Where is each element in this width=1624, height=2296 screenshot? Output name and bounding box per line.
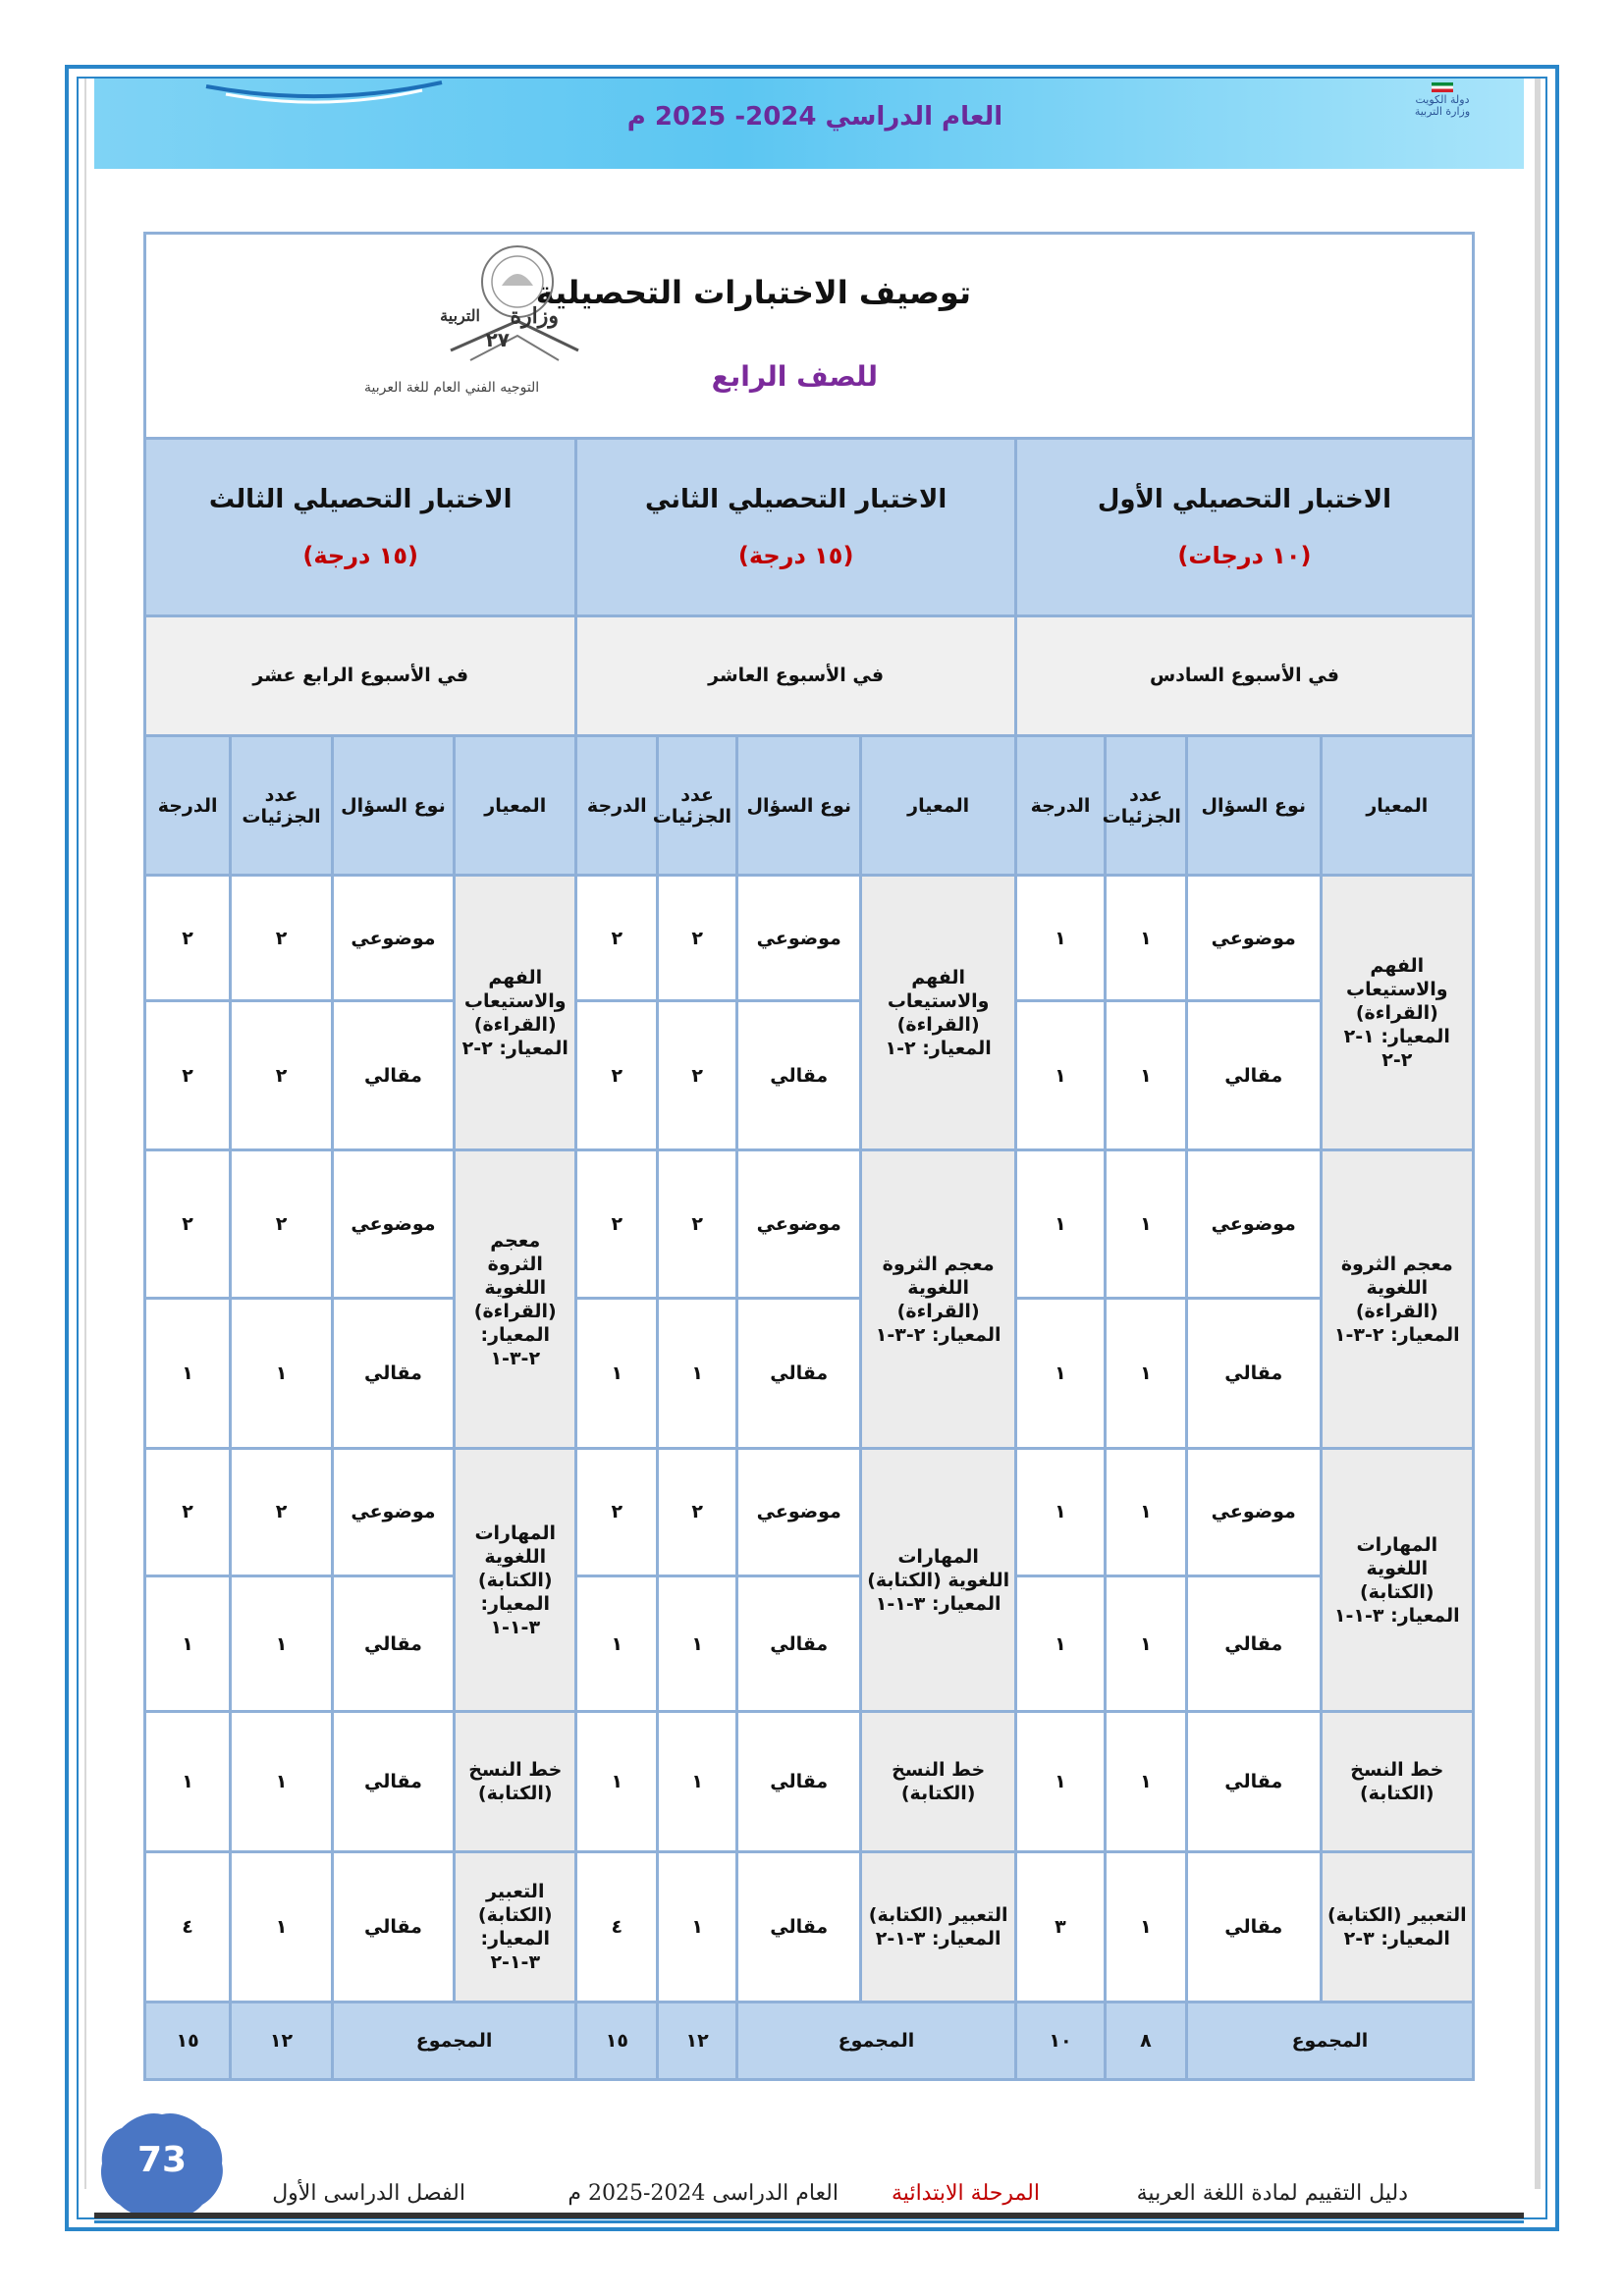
- grade-cell: ١: [1015, 1575, 1105, 1711]
- parts-count-cell: ١: [1106, 1575, 1187, 1711]
- exam-3-week: في الأسبوع الرابع عشر: [145, 615, 576, 735]
- col-question-type: نوع السؤال: [332, 735, 454, 876]
- page-number: 73: [136, 2140, 188, 2180]
- page-title: توصيف الاختبارات التحصيلية: [535, 274, 971, 311]
- parts-count-cell: ١: [231, 1851, 333, 2002]
- header-academic-year: العام الدراسي 2024- 2025 م: [626, 102, 1003, 132]
- parts-count-cell: ١: [1106, 1851, 1187, 2002]
- footer-stage: المرحلة الابتدائية: [892, 2181, 1040, 2206]
- parts-count-cell: ٢: [231, 876, 333, 1000]
- col-question-type: نوع السؤال: [737, 735, 861, 876]
- grade-cell: ١: [145, 1299, 231, 1449]
- question-type-cell: موضوعي: [1186, 876, 1321, 1000]
- criterion-cell: الفهم والاستيعاب (القراءة) المعيار: ٢-٢: [455, 876, 576, 1150]
- criterion-cell: خط النسخ (الكتابة): [1321, 1712, 1473, 1852]
- criterion-cell: المهارات اللغوية (الكتابة) المعيار: ٣-١-١: [861, 1448, 1015, 1712]
- criterion-cell: خط النسخ (الكتابة): [455, 1712, 576, 1852]
- exam-spec-table: [143, 232, 1475, 2081]
- exam-1-header: [1015, 438, 1473, 615]
- col-criterion: المعيار: [861, 735, 1015, 876]
- parts-count-cell: ١: [231, 1575, 333, 1711]
- grade-cell: ١: [145, 1712, 231, 1852]
- grade-cell: ١: [576, 1712, 658, 1852]
- col-question-type: نوع السؤال: [1186, 735, 1321, 876]
- col-parts-count: عدد الجزئيات: [658, 735, 737, 876]
- question-type-cell: موضوعي: [332, 1448, 454, 1575]
- page-left-rule: [84, 79, 86, 2189]
- exam-2-name: الاختبار التحصيلي الثاني: [644, 484, 947, 514]
- total-parts-exam-2: ١٢: [658, 2002, 737, 2079]
- col-parts-count: عدد الجزئيات: [1106, 735, 1187, 876]
- exam-2-week: في الأسبوع العاشر: [576, 615, 1015, 735]
- grade-cell: ١: [1015, 1000, 1105, 1150]
- question-type-cell: مقالي: [737, 1851, 861, 2002]
- criterion-cell: معجم الثروة اللغوية (القراءة) المعيار: ٢-٣-١: [455, 1150, 576, 1448]
- parts-count-cell: ٢: [658, 1150, 737, 1299]
- criterion-cell: المهارات اللغوية (الكتابة) المعيار: ٣-١-١: [455, 1448, 576, 1712]
- question-type-cell: موضوعي: [332, 1150, 454, 1299]
- criterion-cell: المهارات اللغوية (الكتابة) المعيار: ٣-١-١: [1321, 1448, 1473, 1712]
- title-cell: [145, 234, 1474, 439]
- grade-cell: ١: [576, 1299, 658, 1449]
- svg-text:التربية: التربية: [440, 306, 480, 325]
- page-right-rule: [1535, 79, 1541, 2189]
- parts-count-cell: ١: [1106, 1448, 1187, 1575]
- parts-count-cell: ١: [658, 1712, 737, 1852]
- table-row: [145, 1575, 1474, 1711]
- exam-2-marks: (١٥ درجة): [737, 541, 854, 569]
- total-label: المجموع: [737, 2002, 1016, 2079]
- parts-count-cell: ١: [231, 1712, 333, 1852]
- exam-3-marks: (١٥ درجة): [302, 541, 418, 569]
- criterion-cell: الفهم والاستيعاب (القراءة) المعيار: ١-٢ ٢-٢: [1321, 876, 1473, 1150]
- question-type-cell: موضوعي: [332, 876, 454, 1000]
- table-row: [145, 1712, 1474, 1852]
- question-type-cell: مقالي: [332, 1851, 454, 2002]
- grade-cell: ٢: [576, 1448, 658, 1575]
- parts-count-cell: ٢: [231, 1000, 333, 1150]
- grade-cell: ٢: [145, 1448, 231, 1575]
- question-type-cell: مقالي: [332, 1000, 454, 1150]
- header-logo-text: دولة الكويت وزارة التربية: [1414, 93, 1471, 118]
- question-type-cell: مقالي: [737, 1575, 861, 1711]
- grade-cell: ١: [1015, 1150, 1105, 1299]
- exam-2-header: [576, 438, 1015, 615]
- kuwait-flag-icon: [1432, 82, 1453, 92]
- col-parts-count: عدد الجزئيات: [231, 735, 333, 876]
- footer-semester: الفصل الدراسى الأول: [272, 2181, 465, 2206]
- grade-cell: ١: [1015, 876, 1105, 1000]
- table-row: [145, 1150, 1474, 1299]
- question-type-cell: مقالي: [737, 1712, 861, 1852]
- exam-1-marks: (١٠ درجات): [1177, 541, 1312, 569]
- ministry-emblem-logo: [411, 242, 588, 390]
- parts-count-cell: ١: [658, 1851, 737, 2002]
- question-type-cell: مقالي: [1186, 1851, 1321, 2002]
- grade-cell: ١: [1015, 1299, 1105, 1449]
- question-type-cell: موضوعي: [1186, 1150, 1321, 1299]
- parts-count-cell: ١: [658, 1575, 737, 1711]
- total-parts-exam-1: ٨: [1106, 2002, 1187, 2079]
- svg-text:وزارة: وزارة: [510, 303, 559, 329]
- grade-cell: ١: [1015, 1712, 1105, 1852]
- exam-1-name: الاختبار التحصيلي الأول: [1097, 484, 1392, 514]
- table-row: [145, 1448, 1474, 1575]
- question-type-cell: مقالي: [1186, 1712, 1321, 1852]
- question-type-cell: مقالي: [737, 1299, 861, 1449]
- exam-3-name: الاختبار التحصيلي الثالث: [208, 484, 513, 514]
- question-type-cell: مقالي: [1186, 1575, 1321, 1711]
- grade-cell: ٤: [145, 1851, 231, 2002]
- grade-cell: ٢: [576, 876, 658, 1000]
- criterion-cell: الفهم والاستيعاب (القراءة) المعيار: ٢-١: [861, 876, 1015, 1150]
- table-row: [145, 1000, 1474, 1150]
- grade-cell: ٣: [1015, 1851, 1105, 2002]
- footer-rule-accent: [94, 2220, 1524, 2223]
- col-grade: الدرجة: [145, 735, 231, 876]
- footer-guide-title: دليل التقييم لمادة اللغة العربية: [1136, 2181, 1408, 2206]
- grade-cell: ٢: [145, 1000, 231, 1150]
- question-type-cell: موضوعي: [737, 1448, 861, 1575]
- ministry-logo-caption: التوجيه الفني العام للغة العربية: [364, 380, 540, 396]
- grade-cell: ٢: [576, 1150, 658, 1299]
- col-grade: الدرجة: [1015, 735, 1105, 876]
- criterion-cell: التعبير (الكتابة) المعيار: ٣-١-٢: [455, 1851, 576, 2002]
- grade-cell: ٢: [145, 876, 231, 1000]
- question-type-cell: مقالي: [332, 1299, 454, 1449]
- criterion-cell: التعبير (الكتابة) المعيار: ٣-١-٢: [861, 1851, 1015, 2002]
- header-swoosh-decoration: [196, 79, 452, 118]
- criterion-cell: معجم الثروة اللغوية (القراءة) المعيار: ٢-٣-١: [861, 1150, 1015, 1448]
- grade-subtitle: للصف الرابع: [711, 360, 878, 393]
- col-criterion: المعيار: [455, 735, 576, 876]
- question-type-cell: موضوعي: [1186, 1448, 1321, 1575]
- grade-cell: ١: [145, 1575, 231, 1711]
- question-type-cell: مقالي: [332, 1712, 454, 1852]
- total-label: المجموع: [332, 2002, 576, 2079]
- parts-count-cell: ١: [1106, 1299, 1187, 1449]
- parts-count-cell: ٢: [658, 1000, 737, 1150]
- total-label: المجموع: [1186, 2002, 1473, 2079]
- question-type-cell: موضوعي: [737, 876, 861, 1000]
- question-type-cell: مقالي: [1186, 1299, 1321, 1449]
- exam-1-week: في الأسبوع السادس: [1015, 615, 1473, 735]
- grade-cell: ١: [576, 1575, 658, 1711]
- total-grade-exam-1: ١٠: [1015, 2002, 1105, 2079]
- svg-text:٢٧: ٢٧: [485, 328, 510, 351]
- total-grade-exam-2: ١٥: [576, 2002, 658, 2079]
- criterion-cell: معجم الثروة اللغوية (القراءة) المعيار: ٢-٣-١: [1321, 1150, 1473, 1448]
- grade-cell: ١: [1015, 1448, 1105, 1575]
- footer-year: العام الدراسى 2024-2025 م: [568, 2181, 839, 2206]
- table-row: [145, 1851, 1474, 2002]
- table-row: [145, 1299, 1474, 1449]
- col-criterion: المعيار: [1321, 735, 1473, 876]
- parts-count-cell: ١: [1106, 1712, 1187, 1852]
- parts-count-cell: ٢: [231, 1150, 333, 1299]
- parts-count-cell: ١: [1106, 876, 1187, 1000]
- total-parts-exam-3: ١٢: [231, 2002, 333, 2079]
- footer-rule: [94, 2213, 1524, 2218]
- question-type-cell: مقالي: [737, 1000, 861, 1150]
- exam-3-header: [145, 438, 576, 615]
- total-grade-exam-3: ١٥: [145, 2002, 231, 2079]
- question-type-cell: موضوعي: [737, 1150, 861, 1299]
- parts-count-cell: ١: [231, 1299, 333, 1449]
- table-row: [145, 876, 1474, 1000]
- parts-count-cell: ١: [1106, 1000, 1187, 1150]
- question-type-cell: مقالي: [1186, 1000, 1321, 1150]
- grade-cell: ٢: [145, 1150, 231, 1299]
- parts-count-cell: ١: [658, 1299, 737, 1449]
- totals-row: [145, 2002, 1474, 2079]
- ministry-header-logo: [1408, 82, 1477, 132]
- criterion-cell: خط النسخ (الكتابة): [861, 1712, 1015, 1852]
- col-grade: الدرجة: [576, 735, 658, 876]
- grade-cell: ٢: [576, 1000, 658, 1150]
- parts-count-cell: ٢: [658, 1448, 737, 1575]
- parts-count-cell: ٢: [658, 876, 737, 1000]
- criterion-cell: التعبير (الكتابة) المعيار: ٣-٢: [1321, 1851, 1473, 2002]
- parts-count-cell: ٢: [231, 1448, 333, 1575]
- parts-count-cell: ١: [1106, 1150, 1187, 1299]
- question-type-cell: مقالي: [332, 1575, 454, 1711]
- grade-cell: ٤: [576, 1851, 658, 2002]
